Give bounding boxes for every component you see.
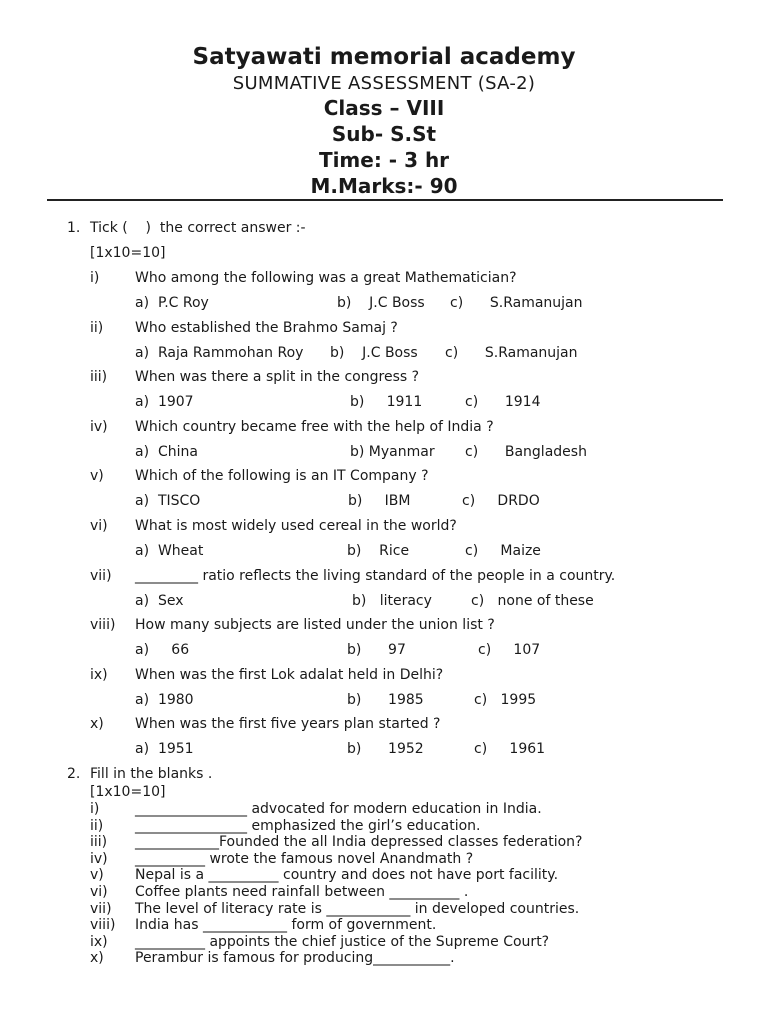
q2-item-number: vi) (90, 884, 108, 900)
q1-item-question: When was the first Lok adalat held in Delhi? (135, 667, 444, 683)
q2-item-number: i) (90, 801, 100, 817)
q2-item-number: v) (90, 867, 104, 883)
question-1-marks: [1x10=10] (90, 245, 166, 261)
q1-option-c: c) S.Ramanujan (445, 345, 578, 361)
q1-item-question: What is most widely used cereal in the world? (135, 518, 457, 534)
q1-option-b: b) J.C Boss (337, 295, 425, 311)
q1-item-number: viii) (90, 617, 116, 633)
q2-item-blank: The level of literacy rate is ____________ in developed countries. (135, 901, 580, 917)
question-2-number: 2. (67, 766, 81, 782)
q1-option-a: a) 1980 (135, 692, 194, 708)
question-1-instruction: Tick ( ) the correct answer :- (90, 220, 306, 236)
q1-option-a: a) P.C Roy (135, 295, 209, 311)
header-divider (47, 199, 723, 201)
class-label: Class – VIII (323, 96, 445, 120)
q1-item-number: v) (90, 468, 104, 484)
q1-option-b: b) IBM (348, 493, 411, 509)
q1-item-question: When was there a split in the congress ? (135, 369, 420, 385)
q1-item-number: iv) (90, 419, 108, 435)
question-1-number: 1. (67, 220, 81, 236)
q1-item-question: When was the first five years plan started ? (135, 716, 441, 732)
q1-option-a: a) Sex (135, 593, 184, 609)
q2-item-blank: __________ appoints the chief justice of the Supreme Court? (135, 934, 550, 950)
q1-item-number: vii) (90, 568, 112, 584)
assessment-title: SUMMATIVE ASSESSMENT (SA-2) (232, 73, 536, 94)
q1-item-number: ii) (90, 320, 104, 336)
q1-item-question: Which of the following is an IT Company ? (135, 468, 429, 484)
q1-option-c: c) S.Ramanujan (450, 295, 583, 311)
q1-option-a: a) 1951 (135, 741, 194, 757)
q2-item-number: ii) (90, 818, 104, 834)
q1-item-number: x) (90, 716, 104, 732)
q1-option-a: a) TISCO (135, 493, 201, 509)
q2-item-blank: Coffee plants need rainfall between __________ . (135, 884, 469, 900)
q1-item-number: i) (90, 270, 100, 286)
q2-item-blank: Nepal is a __________ country and does not have port facility. (135, 867, 559, 883)
q1-option-a: a) China (135, 444, 198, 460)
q1-item-number: vi) (90, 518, 108, 534)
q2-item-number: viii) (90, 917, 116, 933)
q1-item-number: ix) (90, 667, 108, 683)
q1-option-b: b) Rice (347, 543, 410, 559)
q1-option-a: a) Raja Rammohan Roy (135, 345, 304, 361)
q2-item-number: iv) (90, 851, 108, 867)
q1-option-c: c) DRDO (462, 493, 540, 509)
q2-item-number: x) (90, 950, 104, 966)
q1-item-question: Which country became free with the help of India ? (135, 419, 494, 435)
q2-item-blank: ________________ emphasized the girl’s education. (135, 818, 481, 834)
q1-item-number: iii) (90, 369, 108, 385)
q1-option-a: a) Wheat (135, 543, 204, 559)
q1-option-a: a) 66 (135, 642, 190, 658)
q1-option-c: c) 1995 (474, 692, 537, 708)
q1-option-b: b) 1911 (350, 394, 423, 410)
q2-item-blank: __________ wrote the famous novel Anandmath ? (135, 851, 474, 867)
q1-option-c: c) 1914 (465, 394, 541, 410)
q1-option-c: c) 107 (478, 642, 541, 658)
q2-item-blank: India has ____________ form of government. (135, 917, 437, 933)
q1-option-c: c) Bangladesh (465, 444, 587, 460)
q1-option-b: b) 97 (347, 642, 406, 658)
q1-option-b: b) J.C Boss (330, 345, 418, 361)
q1-item-question: Who established the Brahmo Samaj ? (135, 320, 398, 336)
q1-item-question: _________ ratio reflects the living standard of the people in a country. (135, 568, 616, 584)
q1-option-b: b) Myanmar (350, 444, 435, 460)
q2-item-blank: Perambur is famous for producing___________. (135, 950, 455, 966)
q2-item-number: vii) (90, 901, 112, 917)
marks-label: M.Marks:- 90 (310, 174, 458, 198)
q1-option-b: b) 1952 (347, 741, 424, 757)
question-2-marks: [1x10=10] (90, 784, 166, 800)
q1-option-c: c) none of these (471, 593, 594, 609)
q1-item-question: Who among the following was a great Mathematician? (135, 270, 517, 286)
q2-item-number: ix) (90, 934, 108, 950)
school-name: Satyawati memorial academy (192, 44, 576, 70)
subject-label: Sub- S.St (331, 122, 437, 146)
q1-option-a: a) 1907 (135, 394, 194, 410)
q1-option-b: b) literacy (352, 593, 432, 609)
q1-item-question: How many subjects are listed under the union list ? (135, 617, 495, 633)
q1-option-b: b) 1985 (347, 692, 424, 708)
q2-item-number: iii) (90, 834, 108, 850)
time-label: Time: - 3 hr (318, 148, 450, 172)
q1-option-c: c) 1961 (474, 741, 546, 757)
q2-item-blank: ____________Founded the all India depressed classes federation? (135, 834, 583, 850)
q2-item-blank: ________________ advocated for modern education in India. (135, 801, 542, 817)
q1-option-c: c) Maize (465, 543, 541, 559)
question-2-instruction: Fill in the blanks . (90, 766, 213, 782)
